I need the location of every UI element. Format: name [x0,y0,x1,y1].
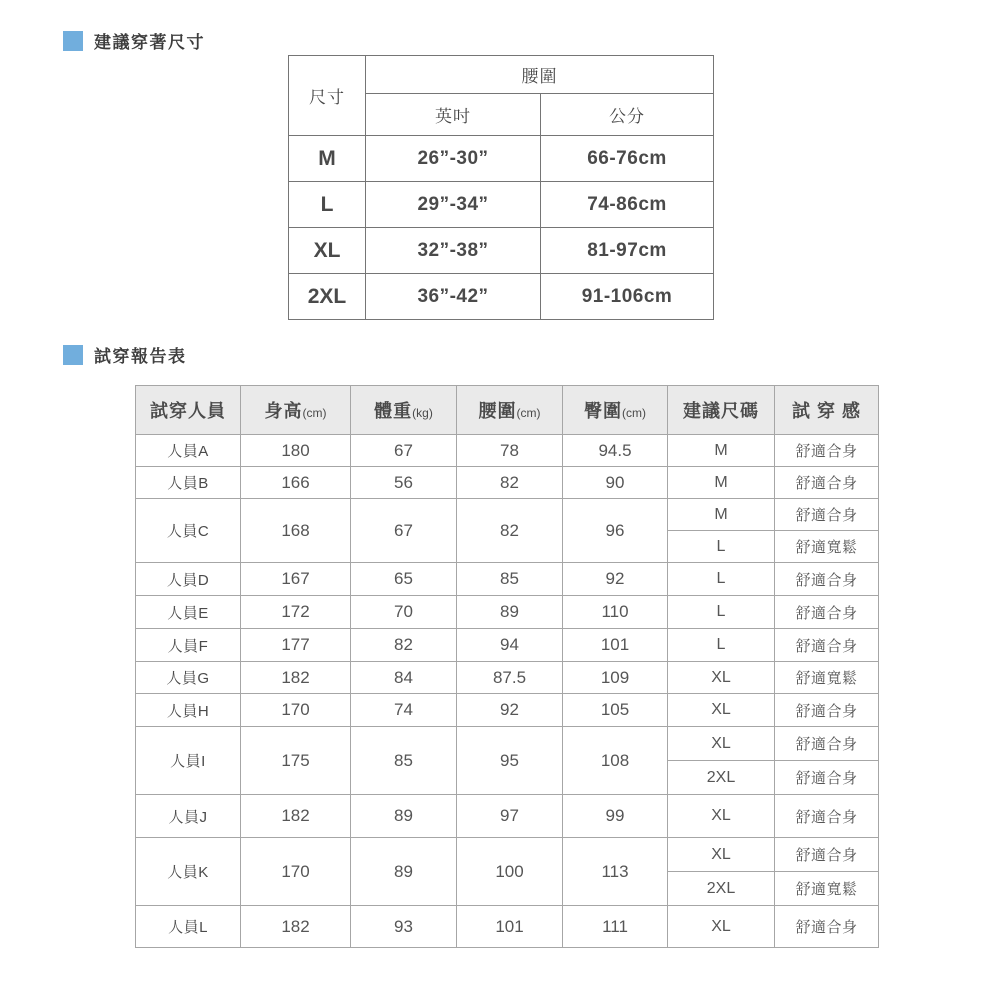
waist-cell: 94 [457,629,563,662]
size-cell: XL [668,838,775,872]
size-chart-table [288,55,714,320]
waist-cell: 97 [457,795,563,838]
weight-cell: 89 [351,838,457,906]
hip-cell: 99 [563,795,668,838]
size-cell: XL [668,906,775,948]
fit-report-row [136,499,879,531]
feel-cell: 舒適寬鬆 [775,662,879,694]
fit-report-header-cell [775,386,879,435]
size-cell: L [668,629,775,662]
person-cell: 人員G [136,662,241,694]
header-label: 體重 [374,401,413,421]
hip-cell: 109 [563,662,668,694]
waist-cell: 95 [457,727,563,795]
size-chart-row [289,182,714,228]
header-label: 臀圍 [584,401,622,421]
waist-cell: 78 [457,435,563,467]
header-label: 試 穿 感 [791,401,861,421]
feel-cell: 舒適合身 [775,596,879,629]
hip-cell: 110 [563,596,668,629]
height-cell: 166 [241,467,351,499]
height-cell: 170 [241,838,351,906]
header-unit: (cm) [302,406,327,420]
inches-cell: 26”-30” [366,136,541,182]
person-cell: 人員I [136,727,241,795]
size-cell: M [668,499,775,531]
fit-report-header-cell [351,386,457,435]
section-header-size-chart [63,28,205,53]
size-chart-subheader-cm: 公分 [541,94,714,136]
size-cell: M [668,467,775,499]
fit-report-header-cell [136,386,241,435]
size-chart-body [289,136,714,320]
size-cell: XL [668,694,775,727]
feel-cell: 舒適合身 [775,467,879,499]
waist-cell: 89 [457,596,563,629]
height-cell: 182 [241,906,351,948]
weight-cell: 89 [351,795,457,838]
person-cell: 人員C [136,499,241,563]
weight-cell: 67 [351,435,457,467]
hip-cell: 90 [563,467,668,499]
fit-report-header-cell [241,386,351,435]
fit-report-row [136,694,879,727]
person-cell: 人員H [136,694,241,727]
size-cell: 2XL [668,761,775,795]
person-cell: 人員F [136,629,241,662]
waist-cell: 82 [457,467,563,499]
section-title-size-chart: 建議穿著尺寸 [94,33,205,52]
person-cell: 人員E [136,596,241,629]
size-chart-row [289,136,714,182]
waist-cell: 101 [457,906,563,948]
fit-report-row [136,563,879,596]
cm-cell: 74-86cm [541,182,714,228]
feel-cell: 舒適合身 [775,435,879,467]
feel-cell: 舒適合身 [775,906,879,948]
size-cell: XL [668,795,775,838]
height-cell: 175 [241,727,351,795]
feel-cell: 舒適合身 [775,563,879,596]
weight-cell: 93 [351,906,457,948]
weight-cell: 56 [351,467,457,499]
waist-cell: 85 [457,563,563,596]
fit-report-row [136,727,879,761]
hip-cell: 113 [563,838,668,906]
hip-cell: 111 [563,906,668,948]
size-cell: M [668,435,775,467]
person-cell: 人員A [136,435,241,467]
hip-cell: 108 [563,727,668,795]
feel-cell: 舒適合身 [775,727,879,761]
feel-cell: 舒適合身 [775,795,879,838]
height-cell: 182 [241,662,351,694]
waist-cell: 82 [457,499,563,563]
height-cell: 182 [241,795,351,838]
feel-cell: 舒適寬鬆 [775,872,879,906]
person-cell: 人員J [136,795,241,838]
fit-report-row [136,435,879,467]
feel-cell: 舒適寬鬆 [775,531,879,563]
size-chart-subheader-inches: 英吋 [366,94,541,136]
fit-report-row [136,467,879,499]
size-cell: XL [668,727,775,761]
header-label: 試穿人員 [150,401,226,421]
header-label: 身高 [264,401,303,421]
fit-report-header-cell [457,386,563,435]
size-cell: 2XL [668,872,775,906]
height-cell: 167 [241,563,351,596]
size-chart-row [289,274,714,320]
person-cell: 人員B [136,467,241,499]
weight-cell: 85 [351,727,457,795]
hip-cell: 92 [563,563,668,596]
size-cell: M [289,136,366,182]
cm-cell: 81-97cm [541,228,714,274]
fit-report-header-cell [668,386,775,435]
cm-cell: 91-106cm [541,274,714,320]
size-cell: L [668,531,775,563]
feel-cell: 舒適合身 [775,629,879,662]
fit-report-row [136,662,879,694]
waist-cell: 92 [457,694,563,727]
weight-cell: 84 [351,662,457,694]
person-cell: 人員D [136,563,241,596]
cm-cell: 66-76cm [541,136,714,182]
inches-cell: 36”-42” [366,274,541,320]
inches-cell: 32”-38” [366,228,541,274]
header-unit: (kg) [412,406,433,420]
blue-square-bullet-icon [63,345,83,365]
header-label: 建議尺碼 [683,401,759,421]
fit-report-header-cell [563,386,668,435]
header-unit: (cm) [622,406,646,420]
header-unit: (cm) [516,406,541,420]
size-cell: XL [668,662,775,694]
size-cell: XL [289,228,366,274]
header-label: 腰圍 [478,401,517,421]
size-chart-corner-header: 尺寸 [289,56,366,136]
size-cell: L [668,563,775,596]
weight-cell: 70 [351,596,457,629]
blue-square-bullet-icon [63,31,83,51]
height-cell: 170 [241,694,351,727]
fit-report-body [136,435,879,948]
size-cell: L [668,596,775,629]
weight-cell: 74 [351,694,457,727]
waist-cell: 87.5 [457,662,563,694]
size-chart-group-header-row [289,56,714,94]
height-cell: 168 [241,499,351,563]
hip-cell: 105 [563,694,668,727]
feel-cell: 舒適合身 [775,838,879,872]
size-cell: 2XL [289,274,366,320]
person-cell: 人員L [136,906,241,948]
height-cell: 180 [241,435,351,467]
size-cell: L [289,182,366,228]
fit-report-row [136,629,879,662]
fit-report-header-row [136,386,879,435]
hip-cell: 94.5 [563,435,668,467]
feel-cell: 舒適合身 [775,761,879,795]
size-chart-row [289,228,714,274]
weight-cell: 82 [351,629,457,662]
height-cell: 177 [241,629,351,662]
section-title-fit-report: 試穿報告表 [94,347,187,366]
fit-report-row [136,838,879,872]
fit-report-row [136,906,879,948]
inches-cell: 29”-34” [366,182,541,228]
person-cell: 人員K [136,838,241,906]
fit-report-row [136,795,879,838]
fit-report-table [135,385,879,948]
hip-cell: 96 [563,499,668,563]
hip-cell: 101 [563,629,668,662]
weight-cell: 65 [351,563,457,596]
fit-report-row [136,596,879,629]
section-header-fit-report [63,342,187,367]
feel-cell: 舒適合身 [775,694,879,727]
feel-cell: 舒適合身 [775,499,879,531]
waist-cell: 100 [457,838,563,906]
height-cell: 172 [241,596,351,629]
size-chart-waist-group-header: 腰圍 [366,56,714,94]
weight-cell: 67 [351,499,457,563]
